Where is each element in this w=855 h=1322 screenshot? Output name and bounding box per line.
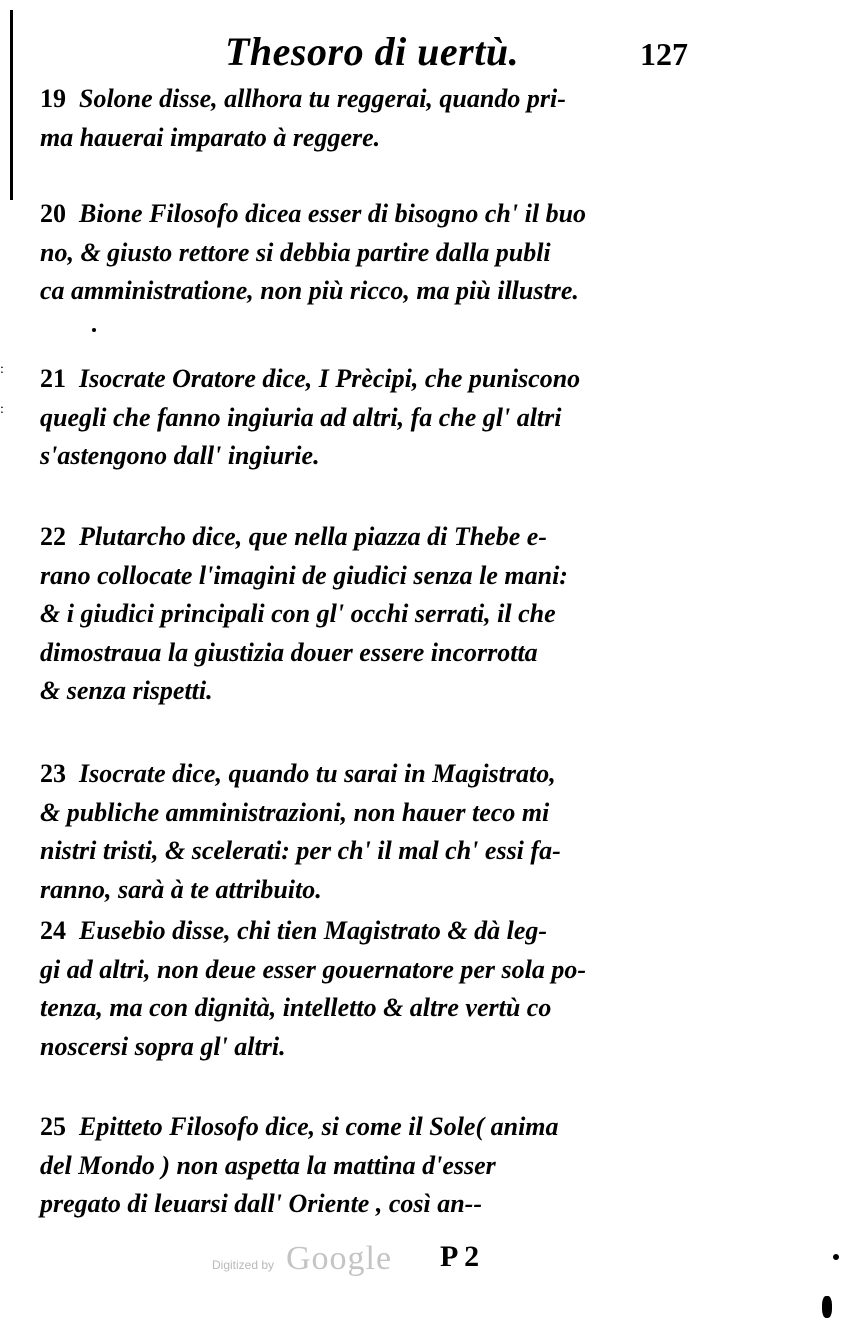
page-footer	[0, 1240, 855, 1290]
ink-speck	[833, 1254, 839, 1260]
entry-line: tenza, ma con dignità, intelletto & altre vertù co	[40, 993, 552, 1022]
ink-speck	[92, 328, 96, 332]
entry-21	[40, 360, 700, 476]
entry-line: del Mondo ) non aspetta la mattina d'esser	[40, 1150, 496, 1180]
entry-line: nistri tristi, & scelerati: per ch' il mal ch' essi fa-	[40, 836, 561, 865]
entry-line: 24 Eusebio disse, chi tien Magistrato & dà leg-	[40, 916, 548, 945]
entry-line: 21 Isocrate Oratore dice, I Prècipi, che puniscono	[40, 364, 581, 393]
entry-number: 25	[40, 1112, 66, 1141]
entry-line: & i giudici principali con gl' occhi serrati, il che	[40, 599, 556, 628]
entry-number: 24	[40, 916, 66, 945]
entry-line: 20 Bione Filosofo dicea esser di bisogno ch' il buo	[40, 199, 587, 228]
entry-line: ranno, sarà à te attribuito.	[40, 874, 322, 904]
entry-25	[40, 1108, 700, 1224]
entry-line: 25 Epitteto Filosofo dice, si come il Sole( anima	[40, 1112, 559, 1141]
entry-number: 21	[40, 364, 66, 393]
google-watermark: Google	[286, 1240, 393, 1277]
entry-line: & publiche amministrazioni, non hauer teco mi	[40, 797, 550, 827]
entry-line: rano collocate l'imagini de giudici senza le mani:	[40, 560, 568, 590]
entry-line: noscersi sopra gl' altri.	[40, 1031, 286, 1061]
ink-speck	[822, 1296, 832, 1318]
page-number: 127	[640, 36, 688, 72]
entry-line: gi ad altri, non deue esser gouernatore per sola po-	[40, 954, 587, 984]
entry-line: 19 Solone disse, allhora tu reggerai, quando pri-	[40, 84, 566, 113]
entry-23	[40, 755, 700, 909]
digitized-by-label: Digitized by	[212, 1258, 275, 1272]
entry-number: 19	[40, 84, 66, 113]
entry-number: 22	[40, 522, 66, 551]
entry-line: pregato di leuarsi dall' Oriente , così an--	[40, 1189, 482, 1218]
entry-number: 20	[40, 199, 66, 228]
page-header	[0, 28, 855, 84]
entry-20	[40, 195, 700, 311]
left-margin-bleed: : :	[0, 362, 4, 417]
entry-line: 22 Plutarcho dice, que nella piazza di Thebe e-	[40, 522, 547, 551]
entry-line: ma hauerai imparato à reggere.	[40, 122, 381, 152]
entry-line: quegli che fanno ingiuria ad altri, fa che gl' altri	[40, 402, 562, 432]
entry-line: 23 Isocrate dice, quando tu sarai in Magistrato,	[40, 759, 556, 788]
entry-number: 23	[40, 759, 66, 788]
entry-line: s'astengono dall' ingiurie.	[40, 441, 320, 470]
signature-mark: P 2	[440, 1240, 480, 1273]
entry-line: ca amministratione, non più ricco, ma più illustre.	[40, 276, 579, 305]
running-title: Thesoro di uertù.	[225, 29, 520, 74]
entry-24	[40, 912, 700, 1066]
entry-22	[40, 518, 700, 711]
entry-line: dimostraua la giustizia douer essere incorrotta	[40, 637, 538, 667]
entry-line: no, & giusto rettore si debbia partire dalla publi	[40, 237, 551, 267]
entry-19	[40, 80, 700, 157]
entry-line: & senza rispetti.	[40, 676, 213, 705]
